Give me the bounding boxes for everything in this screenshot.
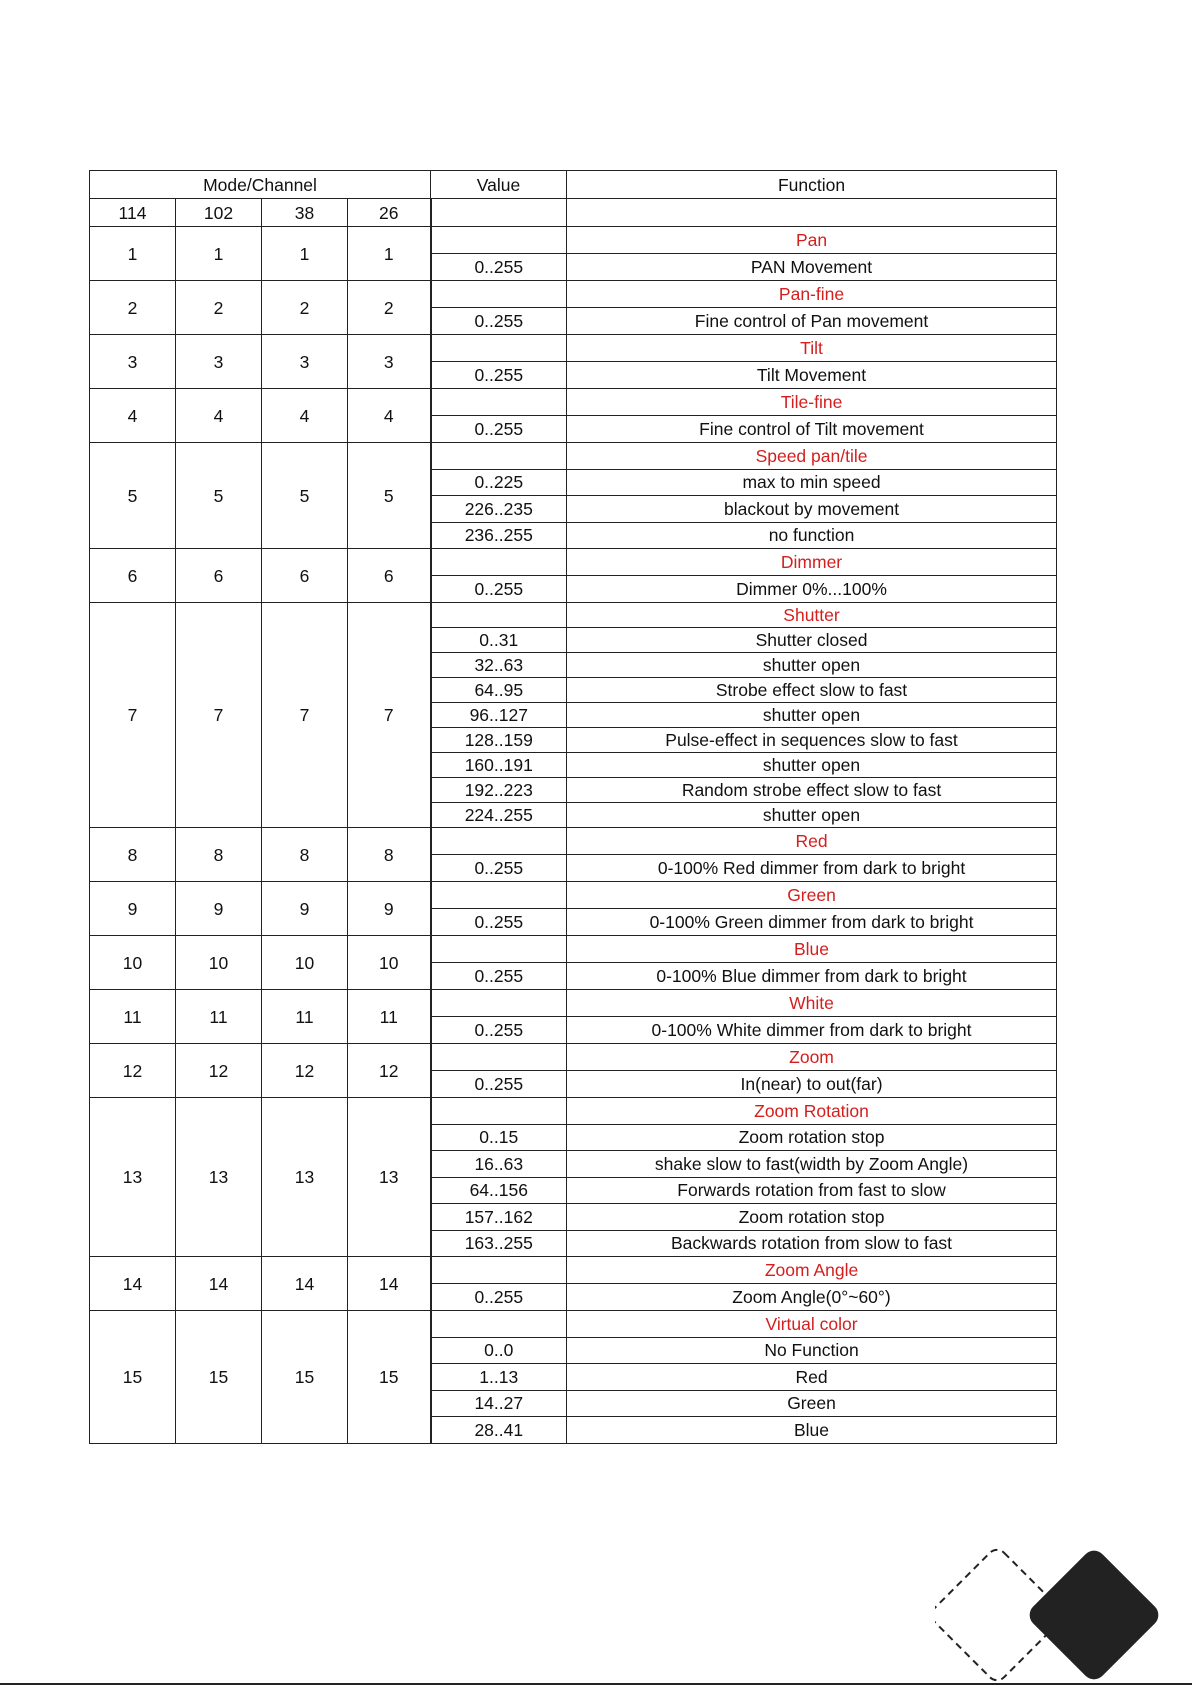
channel-number: 3: [348, 335, 431, 389]
function-description: Strobe effect slow to fast: [567, 678, 1057, 703]
function-description: Zoom rotation stop: [567, 1124, 1057, 1151]
value-range: 163..255: [431, 1230, 567, 1257]
channel-number: 15: [262, 1311, 348, 1444]
channel-number: 11: [176, 990, 262, 1044]
function-description: 0-100% Blue dimmer from dark to bright: [567, 963, 1057, 990]
channel-number: 12: [262, 1044, 348, 1098]
function-cell: [567, 199, 1057, 227]
value-cell: [431, 990, 567, 1017]
channel-title-row: [90, 1044, 1057, 1071]
channel-number: 10: [262, 936, 348, 990]
header-row: [90, 171, 1057, 199]
mode-114: 114: [90, 199, 176, 227]
value-range: 0..255: [431, 362, 567, 389]
value-range: 236..255: [431, 522, 567, 549]
channel-number: 1: [176, 227, 262, 281]
channel-number: 8: [90, 828, 176, 882]
channel-number: 6: [176, 549, 262, 603]
channel-number: 12: [90, 1044, 176, 1098]
function-description: 0-100% Green dimmer from dark to bright: [567, 909, 1057, 936]
function-description: No Function: [567, 1337, 1057, 1364]
channel-number: 13: [348, 1098, 431, 1257]
value-cell: [431, 389, 567, 416]
channel-number: 8: [176, 828, 262, 882]
mode-102: 102: [176, 199, 262, 227]
value-range: 64..95: [431, 678, 567, 703]
channel-number: 1: [262, 227, 348, 281]
function-description: Blue: [567, 1417, 1057, 1444]
value-range: 0..255: [431, 855, 567, 882]
channel-title: Blue: [567, 936, 1057, 963]
channel-number: 4: [90, 389, 176, 443]
value-cell: [431, 281, 567, 308]
channel-number: 8: [348, 828, 431, 882]
value-range: 1..13: [431, 1364, 567, 1391]
channel-number: 2: [262, 281, 348, 335]
channel-number: 8: [262, 828, 348, 882]
channel-title-row: [90, 1311, 1057, 1338]
channel-number: 11: [348, 990, 431, 1044]
function-description: Dimmer 0%...100%: [567, 576, 1057, 603]
channel-title-row: [90, 936, 1057, 963]
function-description: Zoom rotation stop: [567, 1204, 1057, 1231]
channel-number: 5: [348, 443, 431, 549]
channel-title-row: [90, 335, 1057, 362]
channel-number: 4: [262, 389, 348, 443]
channel-title-row: [90, 549, 1057, 576]
channel-number: 5: [262, 443, 348, 549]
channel-number: 4: [348, 389, 431, 443]
channel-number: 2: [90, 281, 176, 335]
value-range: 192..223: [431, 778, 567, 803]
value-cell: [431, 1257, 567, 1284]
channel-number: 5: [90, 443, 176, 549]
value-range: 128..159: [431, 728, 567, 753]
mode-channel-header: Mode/Channel: [90, 171, 431, 199]
channel-title: Zoom Angle: [567, 1257, 1057, 1284]
channel-number: 14: [262, 1257, 348, 1311]
channel-number: 7: [90, 603, 176, 828]
channel-title-row: [90, 281, 1057, 308]
function-description: shake slow to fast(width by Zoom Angle): [567, 1151, 1057, 1178]
value-range: 28..41: [431, 1417, 567, 1444]
channel-title: Red: [567, 828, 1057, 855]
channel-title: Virtual color: [567, 1311, 1057, 1338]
channel-number: 15: [90, 1311, 176, 1444]
function-description: shutter open: [567, 703, 1057, 728]
channel-number: 2: [348, 281, 431, 335]
function-description: Tilt Movement: [567, 362, 1057, 389]
mode-26: 26: [348, 199, 431, 227]
channel-title: Tilt: [567, 335, 1057, 362]
channel-title-row: [90, 227, 1057, 254]
value-range: 0..31: [431, 628, 567, 653]
function-description: shutter open: [567, 653, 1057, 678]
channel-number: 11: [90, 990, 176, 1044]
function-description: max to min speed: [567, 469, 1057, 496]
value-range: 0..255: [431, 909, 567, 936]
value-range: 0..255: [431, 1017, 567, 1044]
channel-number: 14: [90, 1257, 176, 1311]
channel-number: 2: [176, 281, 262, 335]
diamond-logo-icon: [935, 1543, 1175, 1683]
function-description: Green: [567, 1390, 1057, 1417]
channel-number: 6: [90, 549, 176, 603]
channel-number: 9: [348, 882, 431, 936]
channel-number: 15: [176, 1311, 262, 1444]
channel-title: Pan: [567, 227, 1057, 254]
value-range: 0..255: [431, 1071, 567, 1098]
value-cell: [431, 443, 567, 470]
function-description: Fine control of Pan movement: [567, 308, 1057, 335]
channel-title: Zoom Rotation: [567, 1098, 1057, 1125]
channel-number: 14: [176, 1257, 262, 1311]
function-description: Pulse-effect in sequences slow to fast: [567, 728, 1057, 753]
channel-number: 14: [348, 1257, 431, 1311]
value-range: 16..63: [431, 1151, 567, 1178]
dmx-channel-table: [89, 170, 1057, 1444]
channel-number: 12: [348, 1044, 431, 1098]
channel-number: 5: [176, 443, 262, 549]
channel-title-row: [90, 882, 1057, 909]
channel-number: 6: [348, 549, 431, 603]
channel-title-row: [90, 443, 1057, 470]
channel-title-row: [90, 603, 1057, 628]
value-cell: [431, 199, 567, 227]
channel-title: Green: [567, 882, 1057, 909]
channel-number: 6: [262, 549, 348, 603]
value-range: 160..191: [431, 753, 567, 778]
channel-title: Tile-fine: [567, 389, 1057, 416]
channel-number: 9: [176, 882, 262, 936]
function-description: Random strobe effect slow to fast: [567, 778, 1057, 803]
function-description: 0-100% White dimmer from dark to bright: [567, 1017, 1057, 1044]
function-description: Backwards rotation from slow to fast: [567, 1230, 1057, 1257]
channel-number: 10: [90, 936, 176, 990]
value-range: 0..255: [431, 416, 567, 443]
value-range: 0..255: [431, 963, 567, 990]
channel-number: 7: [262, 603, 348, 828]
value-cell: [431, 1311, 567, 1338]
channel-number: 10: [348, 936, 431, 990]
value-range: 0..255: [431, 254, 567, 281]
value-range: 0..15: [431, 1124, 567, 1151]
channel-title-row: [90, 990, 1057, 1017]
channel-number: 7: [348, 603, 431, 828]
channel-title-row: [90, 389, 1057, 416]
channel-title: Shutter: [567, 603, 1057, 628]
mode-row: [90, 199, 1057, 227]
function-description: Forwards rotation from fast to slow: [567, 1177, 1057, 1204]
channel-number: 12: [176, 1044, 262, 1098]
value-range: 32..63: [431, 653, 567, 678]
channel-title: Dimmer: [567, 549, 1057, 576]
value-range: 0..255: [431, 1284, 567, 1311]
function-description: shutter open: [567, 753, 1057, 778]
channel-number: 3: [176, 335, 262, 389]
channel-number: 7: [176, 603, 262, 828]
channel-title-row: [90, 1257, 1057, 1284]
channel-number: 1: [348, 227, 431, 281]
channel-title-row: [90, 1098, 1057, 1125]
value-range: 0..255: [431, 576, 567, 603]
value-cell: [431, 549, 567, 576]
channel-number: 9: [90, 882, 176, 936]
value-range: 157..162: [431, 1204, 567, 1231]
channel-number: 4: [176, 389, 262, 443]
function-description: blackout by movement: [567, 496, 1057, 523]
channel-number: 13: [90, 1098, 176, 1257]
value-range: 96..127: [431, 703, 567, 728]
value-range: 0..255: [431, 308, 567, 335]
function-description: Shutter closed: [567, 628, 1057, 653]
channel-title: Speed pan/tile: [567, 443, 1057, 470]
value-cell: [431, 1044, 567, 1071]
channel-number: 9: [262, 882, 348, 936]
channel-title: Zoom: [567, 1044, 1057, 1071]
function-description: Red: [567, 1364, 1057, 1391]
channel-number: 3: [262, 335, 348, 389]
channel-title: White: [567, 990, 1057, 1017]
value-range: 224..255: [431, 803, 567, 828]
value-range: 14..27: [431, 1390, 567, 1417]
value-cell: [431, 936, 567, 963]
channel-number: 1: [90, 227, 176, 281]
function-description: Fine control of Tilt movement: [567, 416, 1057, 443]
value-range: 226..235: [431, 496, 567, 523]
value-cell: [431, 335, 567, 362]
value-header: Value: [431, 171, 567, 199]
value-cell: [431, 227, 567, 254]
channel-title-row: [90, 828, 1057, 855]
function-description: In(near) to out(far): [567, 1071, 1057, 1098]
channel-number: 13: [262, 1098, 348, 1257]
function-description: PAN Movement: [567, 254, 1057, 281]
function-header: Function: [567, 171, 1057, 199]
value-cell: [431, 828, 567, 855]
channel-number: 13: [176, 1098, 262, 1257]
value-cell: [431, 603, 567, 628]
function-description: no function: [567, 522, 1057, 549]
value-range: 0..0: [431, 1337, 567, 1364]
channel-title: Pan-fine: [567, 281, 1057, 308]
value-cell: [431, 1098, 567, 1125]
value-range: 0..225: [431, 469, 567, 496]
channel-number: 3: [90, 335, 176, 389]
channel-number: 11: [262, 990, 348, 1044]
channel-number: 15: [348, 1311, 431, 1444]
function-description: 0-100% Red dimmer from dark to bright: [567, 855, 1057, 882]
value-range: 64..156: [431, 1177, 567, 1204]
mode-38: 38: [262, 199, 348, 227]
channel-number: 10: [176, 936, 262, 990]
value-cell: [431, 882, 567, 909]
function-description: Zoom Angle(0°~60°): [567, 1284, 1057, 1311]
function-description: shutter open: [567, 803, 1057, 828]
